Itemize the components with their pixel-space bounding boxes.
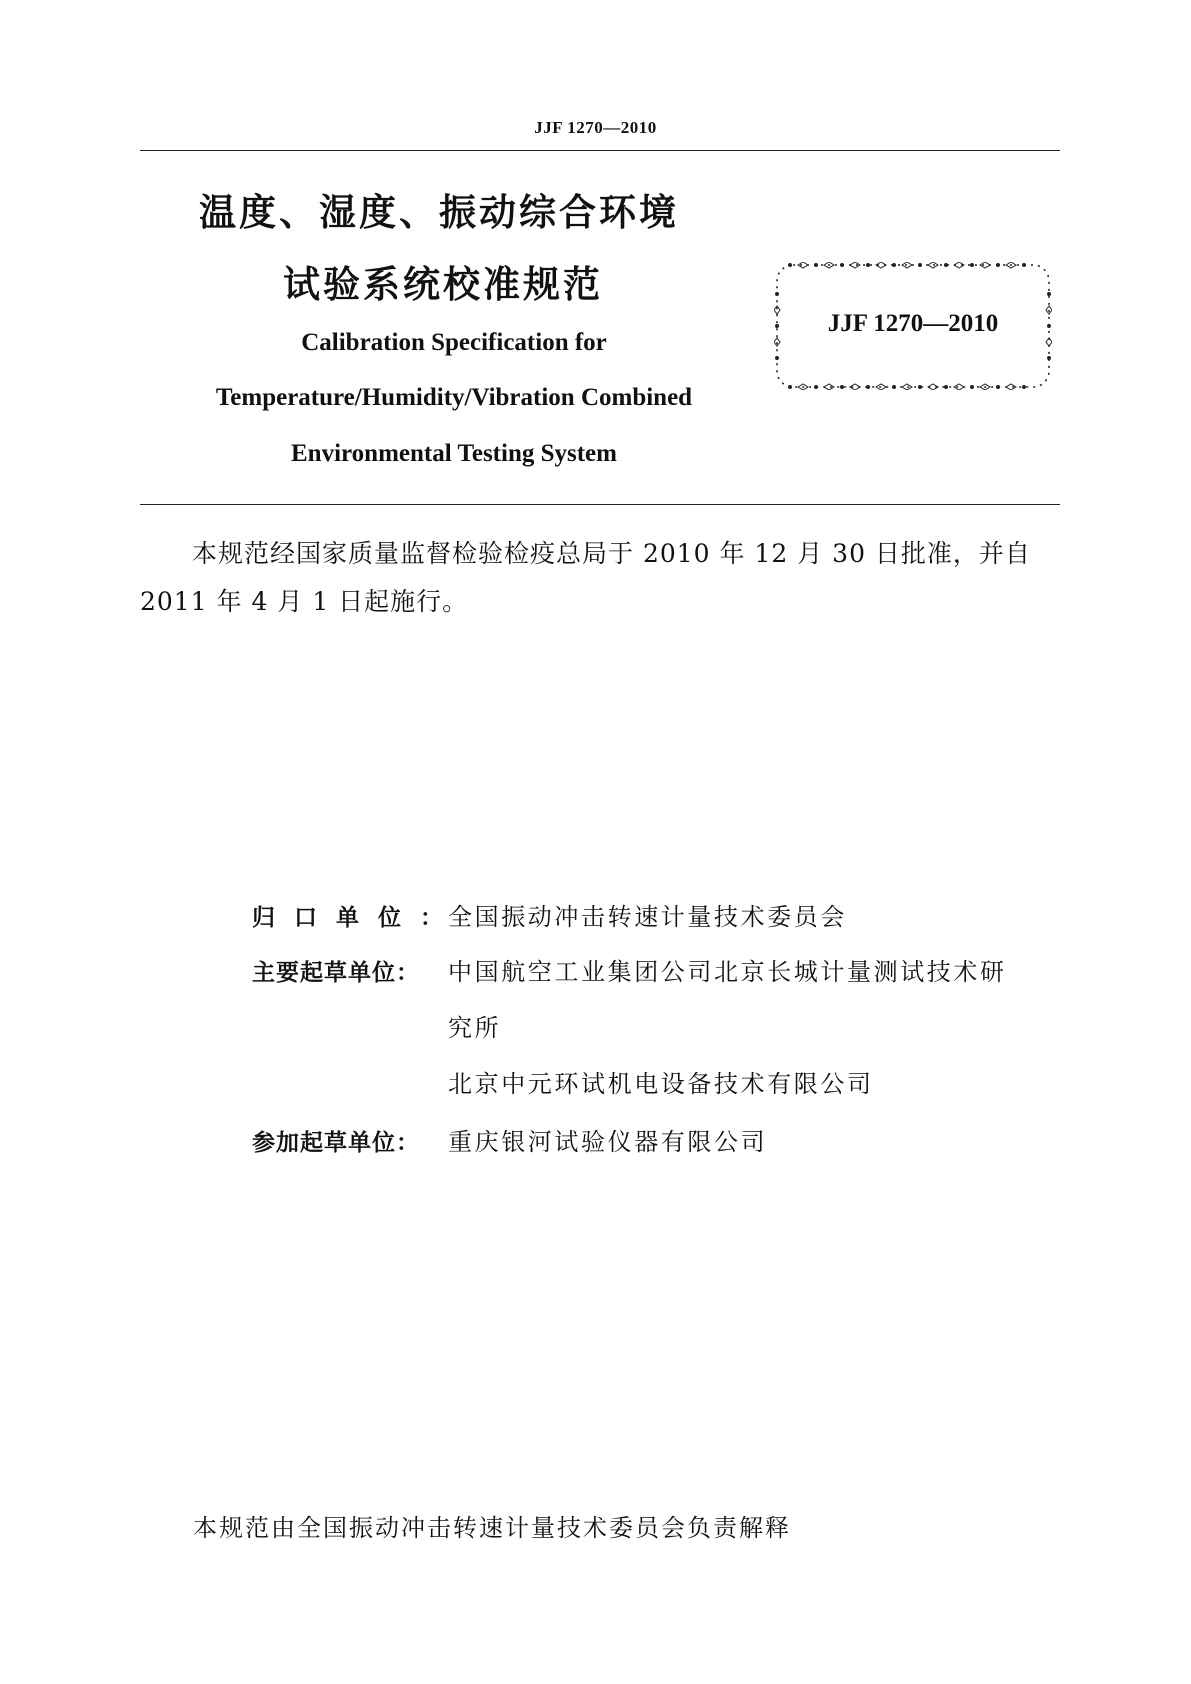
title-chinese-line-1: 温度、湿度、振动综合环境 xyxy=(199,191,679,234)
participating-drafting-unit-label: 参加起草单位： xyxy=(252,1130,420,1156)
main-drafting-unit-value-line-2: 究所 xyxy=(448,1014,502,1042)
responsible-unit-label: 归口单位： xyxy=(252,905,462,931)
header-divider xyxy=(140,150,1060,151)
responsible-unit-value: 全国振动冲击转速计量技术委员会 xyxy=(448,903,847,931)
standard-code-box xyxy=(774,262,1052,390)
interpretation-note: 本规范由全国振动冲击转速计量技术委员会负责解释 xyxy=(193,1514,791,1542)
boxed-standard-code: JJF 1270—2010 xyxy=(827,310,999,337)
title-english-line-3: Environmental Testing System xyxy=(291,440,617,467)
title-divider xyxy=(140,504,1060,505)
main-drafting-unit-label: 主要起草单位： xyxy=(252,960,420,986)
participating-drafting-unit-value: 重庆银河试验仪器有限公司 xyxy=(448,1128,768,1156)
main-drafting-unit-value-2: 北京中元环试机电设备技术有限公司 xyxy=(448,1070,874,1098)
approval-statement: 本规范经国家质量监督检验检疫总局于 2010 年 12 月 30 日批准，并自 2011 年 4 月 1 日起施行。 xyxy=(140,539,1031,616)
title-chinese-line-2: 试验系统校准规范 xyxy=(283,263,603,306)
title-english-line-1: Calibration Specification for xyxy=(301,329,607,356)
main-drafting-unit-value-line-1: 中国航空工业集团公司北京长城计量测试技术研 xyxy=(448,958,1007,986)
header-standard-code: JJF 1270—2010 xyxy=(534,118,657,137)
title-english-line-2: Temperature/Humidity/Vibration Combined xyxy=(215,384,693,411)
